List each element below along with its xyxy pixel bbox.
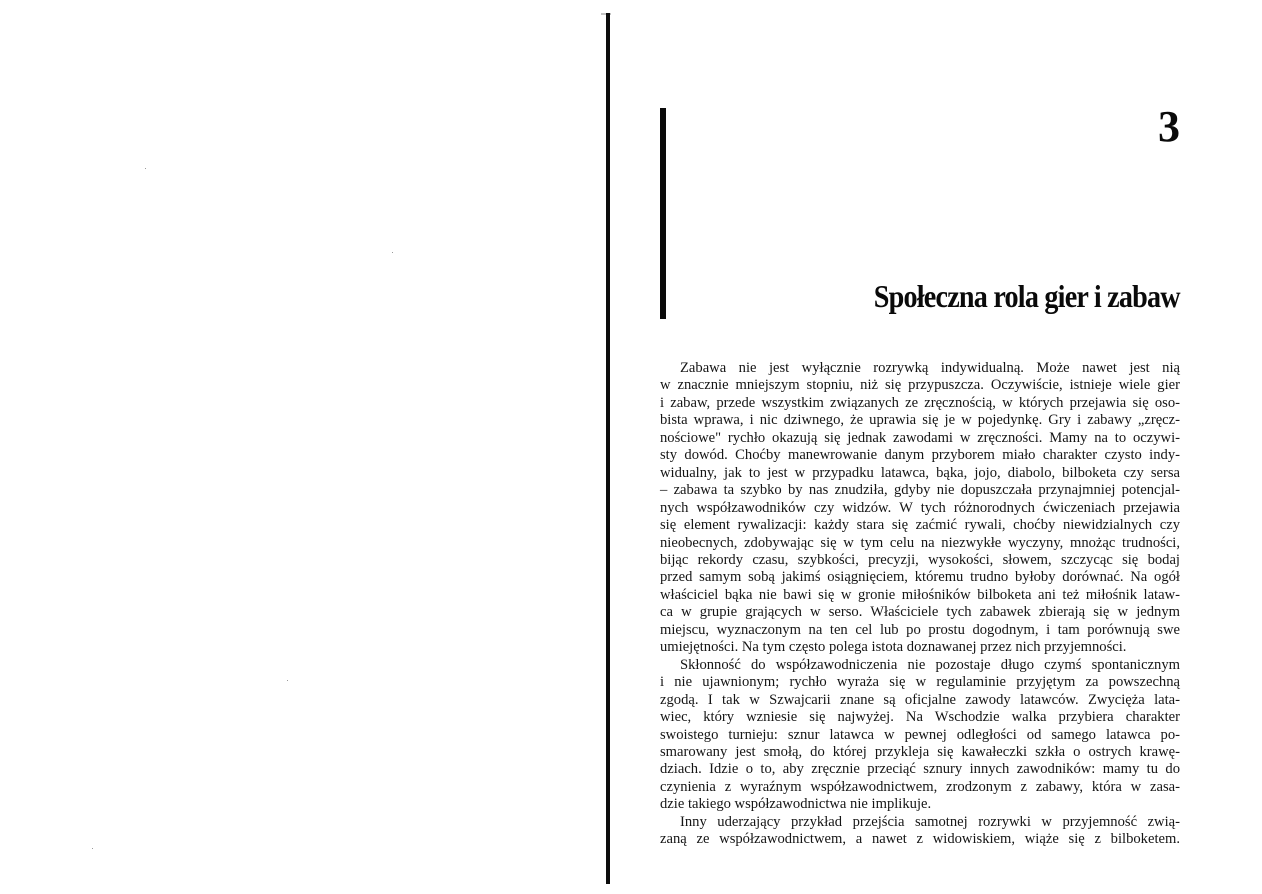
- text-line: zgodą. I tak w Szwajcarii znane są oficjalne zawody latawców. Zwycięża lata-: [660, 691, 1180, 708]
- book-gutter-line: [606, 13, 610, 884]
- text-line: smarowany jest smołą, do której przykleja się kawałeczki szkła o ostrych krawę-: [660, 743, 1180, 760]
- text-line: i zabaw, przede wszystkim związanych ze zręcznością, w których przejawia się oso-: [660, 394, 1180, 411]
- text-line: czynienia z wyraźnym współzawodnictwem, zrodzonym z zabawy, która w zasa-: [660, 778, 1180, 795]
- chapter-number: 3: [1158, 102, 1180, 151]
- scan-speck: [287, 680, 288, 681]
- text-line: właściciel bąka nie bawi się w gronie miłośników bilboketa ani też miłośnik lataw-: [660, 586, 1180, 603]
- text-line: miejscu, wyznaczonym na ten cel lub po prostu dogodnym, i tam porównują swe: [660, 621, 1180, 638]
- text-line: Inny uderzający przykład przejścia samotnej rozrywki w przyjemność zwią-: [680, 813, 1180, 830]
- text-line: nych współzawodników czy widzów. W tych różnorodnych ćwiczeniach przejawia: [660, 499, 1180, 516]
- chapter-title: Społeczna rola gier i zabaw: [873, 278, 1180, 314]
- scan-speck: [392, 252, 393, 253]
- text-line: bijąc rekordy czasu, szybkości, precyzji, wysokości, słowem, szczycąc się bodaj: [660, 551, 1180, 568]
- text-line: i nie ujawnionym; rychło wyraża się w regulaminie przyjętym za powszechną: [660, 674, 1180, 691]
- text-line: dzie takiego współzawodnictwa nie implikuje.: [660, 796, 932, 813]
- text-line: swoistego turnieju: sznur latawca w pewnej odległości od samego latawca po-: [660, 726, 1180, 743]
- text-line: dziach. Idzie o to, aby zręcznie przeciąć sznury innych zawodników: mamy tu do: [660, 761, 1180, 778]
- scan-speck: [145, 168, 146, 169]
- chapter-decorative-bar: [660, 108, 666, 319]
- text-line: wiec, który wzniesie się najwyżej. Na Wschodzie walka przybiera charakter: [660, 709, 1180, 726]
- text-line: Skłonność do współzawodniczenia nie pozostaje długo czymś spontanicznym: [680, 656, 1180, 673]
- text-line: bista wprawa, i nic dziwnego, że uprawia się je w pojedynkę. Gry i zabawy „zręcz-: [660, 412, 1180, 429]
- text-line: nościowe" rychło okazują się jednak zawodami w zręczności. Mamy na to oczywi-: [660, 429, 1180, 446]
- chapter-body-text: [660, 360, 1180, 849]
- paragraph-3: [660, 814, 1180, 849]
- text-line: umiejętności. Na tym często polega istota doznawanej przez nich przyjemności.: [660, 639, 1127, 656]
- text-line: sty dowód. Choćby manewrowanie danym przyborem miało charakter czysto indy-: [660, 447, 1180, 464]
- text-line: przed samym sobą jakimś osiągnięciem, któremu trudno byłoby dorównać. Na ogół: [660, 569, 1180, 586]
- text-line: widualny, jak to jest w przypadku latawca, bąka, jojo, diabolo, bilboketa czy sersa: [660, 464, 1180, 481]
- left-page-blank: [0, 0, 604, 894]
- paragraph-1: [660, 360, 1180, 657]
- text-line: zaną ze współzawodnictwem, a nawet z widowiskiem, wiąże się z bilboketem.: [660, 831, 1180, 848]
- scan-speck: [92, 848, 93, 849]
- text-line: ca w grupie grających w serso. Właściciele tych zabawek zbierają się w jednym: [660, 604, 1180, 621]
- paragraph-2: [660, 657, 1180, 814]
- text-line: Zabawa nie jest wyłącznie rozrywką indywidualną. Może nawet jest nią: [680, 360, 1180, 376]
- text-line: nieobecnych, zdobywając się w tym celu na niezwykłe wyczyny, mnożąc trudności,: [660, 534, 1180, 551]
- text-line: – zabawa ta szybko by nas znudziła, gdyby nie dopuszczała przynajmniej potencjal-: [660, 482, 1180, 499]
- text-line: w znacznie mniejszym stopniu, niż się przypuszcza. Oczywiście, istnieje wiele gier: [660, 377, 1180, 394]
- text-line: się element rywalizacji: każdy stara się zaćmić rywali, choćby niewidzialnych czy: [660, 517, 1180, 534]
